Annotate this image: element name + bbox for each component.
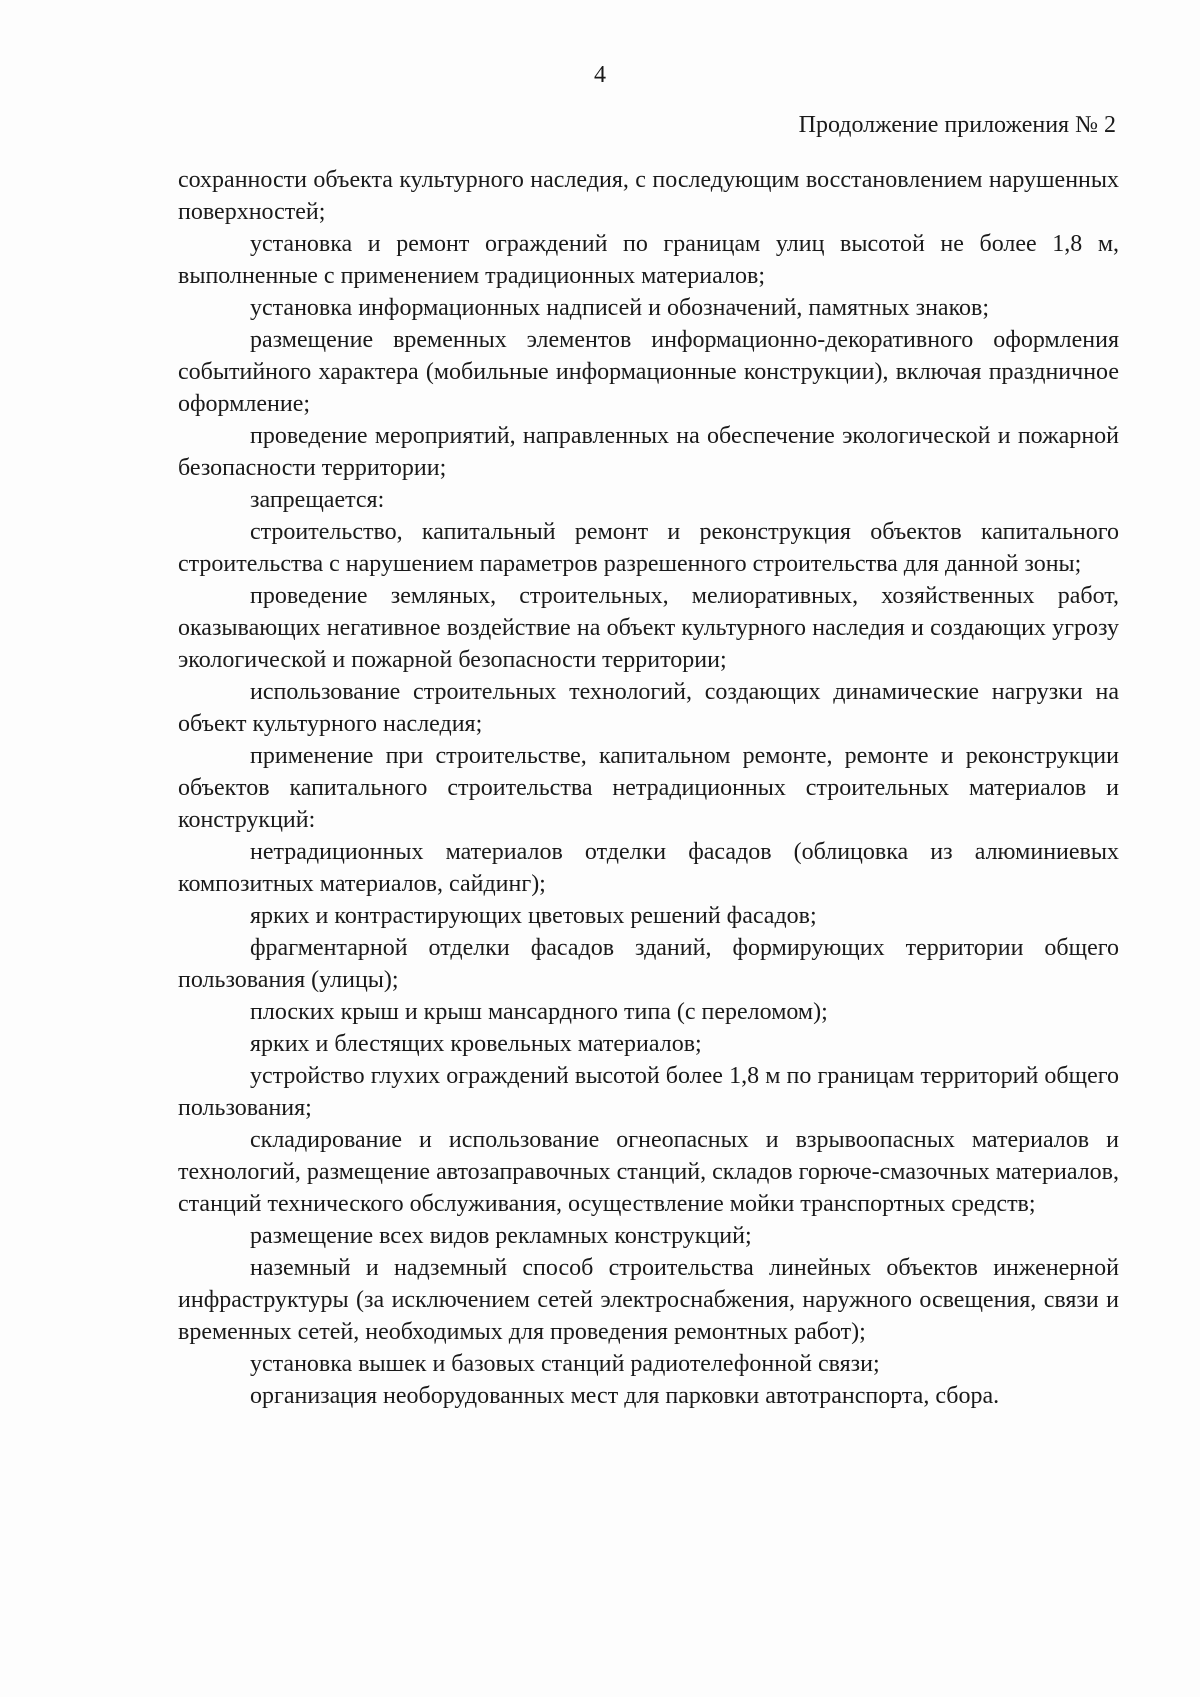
paragraph: использование строительных технологий, создающих динамические нагрузки на объект культурного наследия; [178,679,1119,737]
page-number: 4 [594,62,606,88]
paragraph: организация необорудованных мест для парковки автотранспорта, сбора. [250,1383,1000,1409]
paragraph: проведение мероприятий, направленных на обеспечение экологической и пожарной безопасности территории; [178,423,1119,481]
paragraph: установка и ремонт ограждений по границам улиц высотой не более 1,8 м, выполненные с применением традиционных материалов; [178,231,1119,289]
paragraph: установка вышек и базовых станций радиотелефонной связи; [250,1351,880,1377]
appendix-continuation-note: Продолжение приложения № 2 [798,112,1116,138]
paragraph: плоских крыш и крыш мансардного типа (с переломом); [250,999,828,1025]
paragraph: фрагментарной отделки фасадов зданий, формирующих территории общего пользования (улицы); [178,935,1119,993]
paragraph: ярких и блестящих кровельных материалов; [250,1031,702,1057]
paragraph: складирование и использование огнеопасных и взрывоопасных материалов и технологий, размещение автозаправочных станций, складов горюче-смазочных материалов, станций технического обслуживания, осуществление мойки транспортных средств; [178,1127,1119,1217]
paragraph: установка информационных надписей и обозначений, памятных знаков; [250,295,990,321]
paragraph: применение при строительстве, капитальном ремонте, ремонте и реконструкции объектов капитального строительства нетрадиционных строительных материалов и конструкций: [178,743,1119,833]
paragraph: нетрадиционных материалов отделки фасадов (облицовка из алюминиевых композитных материалов, сайдинг); [178,839,1119,897]
paragraph: наземный и надземный способ строительства линейных объектов инженерной инфраструктуры (за исключением сетей электроснабжения, наружного освещения, связи и временных сетей, необходимых для проведения ремонтных работ); [178,1255,1119,1345]
paragraph: строительство, капитальный ремонт и реконструкция объектов капитального строительства с нарушением параметров разрешенного строительства для данной зоны; [178,519,1119,577]
paragraph: размещение временных элементов информационно-декоративного оформления событийного характера (мобильные информационные конструкции), включая праздничное оформление; [178,327,1119,417]
document-body [178,164,1119,1412]
paragraph: проведение земляных, строительных, мелиоративных, хозяйственных работ, оказывающих негативное воздействие на объект культурного наследия и создающих угрозу экологической и пожарной безопасности территории; [178,583,1119,673]
paragraph: устройство глухих ограждений высотой более 1,8 м по границам территорий общего пользования; [178,1063,1119,1121]
paragraph: размещение всех видов рекламных конструкций; [250,1223,752,1249]
paragraph-continuation: сохранности объекта культурного наследия, с последующим восстановлением нарушенных поверхностей; [178,167,1119,225]
paragraph: запрещается: [250,487,385,513]
paragraph: ярких и контрастирующих цветовых решений фасадов; [250,903,817,929]
